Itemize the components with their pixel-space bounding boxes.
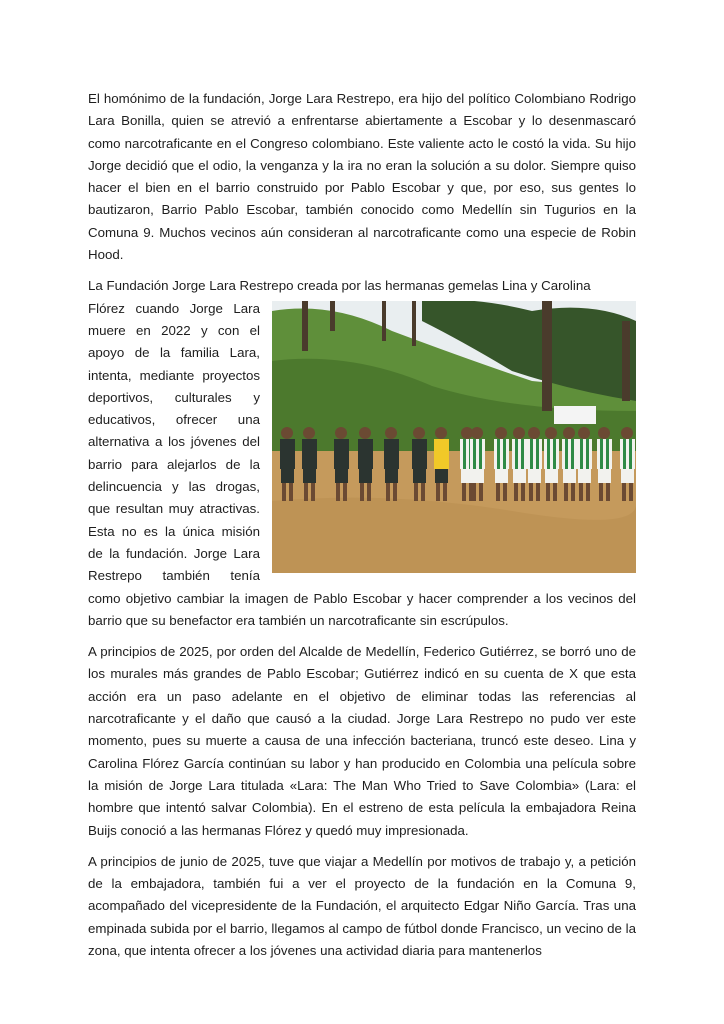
photo-player-leg (414, 483, 418, 501)
photo-player-shorts (471, 469, 484, 483)
photo-player-shirt (358, 439, 373, 469)
photo-player-head (528, 427, 540, 439)
photo-player-leg (599, 483, 603, 501)
photo-player-shirt (434, 439, 449, 469)
photo-player-shorts (578, 469, 591, 483)
paragraph-1: El homónimo de la fundación, Jorge Lara Restrepo, era hijo del político Colombiano Rodrigo Lara Bonilla, quien se atrevió a enfrentarse abiertamente a Escobar y lo desenmascaró como narcotraficante en el Congreso colombiano. Este valiente acto le costó la vida. Su hijo Jorge decidió que el odio, la venganza y la ira no eran la solución a su dolor. Siempre quiso hacer el bien en el barrio construido por Pablo Escobar y que, por eso, sus gentes lo bautizaron, Barrio Pablo Escobar, también conocido como Medellín sin Tugurios en la Comuna 9. Muchos vecinos aún consideran al narcotraficante como una especie de Robin Hood. (88, 91, 636, 263)
photo-player-leg (579, 483, 583, 501)
photo-player-leg (386, 483, 390, 501)
photo-player-leg (436, 483, 440, 501)
photo-tree-trunk (412, 301, 416, 346)
photo-player-stripe (521, 439, 524, 469)
photo-player-shorts (335, 469, 348, 483)
photo-player-shirt (512, 439, 527, 469)
photo-player-leg (503, 483, 507, 501)
photo-player-leg (289, 483, 293, 501)
photo-player-leg (343, 483, 347, 501)
paragraph-2-rest: Flórez cuando Jorge Lara muere en 2022 y con el apoyo de la familia Lara, intenta, mediante proyectos deportivos, culturales y educativos, ofrecer una alternativa a los jóvenes del barrio para alejarlos de la delincuencia y las drogas, que resultan muy atractivas. Esta no es la única misión de la fundación. Jorge Lara Restrepo también tenía como objetivo cambiar la imagen de Pablo Escobar y hacer comprender a los vecinos del barrio que su benefactor era también un narcotraficante sin escrúpulos. (88, 300, 636, 628)
paragraph-2 (88, 275, 636, 632)
photo-player-leg (479, 483, 483, 501)
photo-canvas (272, 301, 636, 573)
photo-tree-trunk (382, 301, 386, 341)
photo-player-stripe (553, 439, 556, 469)
photo-player-stripe (515, 439, 518, 469)
photo-player-stripe (571, 439, 574, 469)
photo-player-shorts (413, 469, 426, 483)
photo-player-leg (571, 483, 575, 501)
photo-player-leg (421, 483, 425, 501)
photo-player-stripe (497, 439, 500, 469)
photo-player-stripe (629, 439, 632, 469)
photo-player-shorts (528, 469, 541, 483)
photo-player-head (598, 427, 610, 439)
photo-player-leg (521, 483, 525, 501)
photo-tree-trunk (302, 301, 308, 351)
photo-player-stripe (536, 439, 539, 469)
photo-player-stripe (606, 439, 609, 469)
photo-player-shirt (544, 439, 559, 469)
photo-player-head (471, 427, 483, 439)
photo-player-head (621, 427, 633, 439)
photo-player-stripe (623, 439, 626, 469)
photo-player-leg (304, 483, 308, 501)
photo-player-head (303, 427, 315, 439)
photo-player-shorts (359, 469, 372, 483)
photo-player-leg (472, 483, 476, 501)
photo-tree-trunk (542, 301, 552, 411)
photo-player-shirt (302, 439, 317, 469)
photo-player-leg (336, 483, 340, 501)
photo-player-leg (622, 483, 626, 501)
photo-player-leg (546, 483, 550, 501)
photo-player-head (563, 427, 575, 439)
photo-player-shirt (412, 439, 427, 469)
photo-player-head (385, 427, 397, 439)
photo-player-shirt (494, 439, 509, 469)
photo-player-leg (606, 483, 610, 501)
photo-player-shorts (545, 469, 558, 483)
photo-tree-trunk (330, 301, 335, 331)
photo-player-stripe (586, 439, 589, 469)
photo-player-leg (529, 483, 533, 501)
paragraph-2-first-line: La Fundación Jorge Lara Restrepo creada por las hermanas gemelas Lina y Carolina (88, 278, 591, 294)
photo-player-leg (553, 483, 557, 501)
photo-player-shorts (598, 469, 611, 483)
photo-player-shorts (385, 469, 398, 483)
photo-player-shirt (620, 439, 635, 469)
football-team-photo (272, 301, 636, 573)
photo-player-leg (462, 483, 466, 501)
photo-player-stripe (503, 439, 506, 469)
photo-player-leg (514, 483, 518, 501)
photo-player-leg (367, 483, 371, 501)
photo-player-stripe (530, 439, 533, 469)
photo-player-leg (586, 483, 590, 501)
photo-player-shorts (621, 469, 634, 483)
photo-player-shorts (281, 469, 294, 483)
photo-player-leg (496, 483, 500, 501)
photo-player-head (545, 427, 557, 439)
photo-player-stripe (547, 439, 550, 469)
photo-player-shirt (334, 439, 349, 469)
photo-player-shorts (303, 469, 316, 483)
photo-player-shorts (563, 469, 576, 483)
photo-player-head (435, 427, 447, 439)
photo-player-leg (311, 483, 315, 501)
paragraph-3: A principios de 2025, por orden del Alcalde de Medellín, Federico Gutiérrez, se borró uno de los murales más grandes de Pablo Escobar; Gutiérrez indicó en su cuenta de X que esta acción era un paso adelante en el objetivo de eliminar todas las referencias al narcotraficante y el daño que causó a la ciudad. Jorge Lara Restrepo no pudo ver este momento, pues su muerte a causa de una infección bacteriana, truncó este deseo. Lina y Carolina Flórez García continúan su labor y han producido en Colombia una película sobre la misión de Jorge Lara titulada «Lara: The Man Who Tried to Save Colombia» (Lara: el hombre que intentó salvar Colombia). En el estreno de esta película la embajadora Reina Buijs conoció a las hermanas Flórez y quedó muy impresionada. (88, 644, 636, 838)
photo-player-shirt (562, 439, 577, 469)
photo-player-shirt (470, 439, 485, 469)
photo-player-head (513, 427, 525, 439)
photo-player-shirt (384, 439, 399, 469)
photo-player-shirt (280, 439, 295, 469)
photo-player-head (495, 427, 507, 439)
photo-player-stripe (600, 439, 603, 469)
photo-player-shirt (527, 439, 542, 469)
photo-player-head (578, 427, 590, 439)
document-page (88, 88, 636, 971)
photo-player-leg (564, 483, 568, 501)
photo-player-stripe (463, 439, 466, 469)
photo-player-stripe (565, 439, 568, 469)
photo-player-stripe (580, 439, 583, 469)
photo-player-shorts (513, 469, 526, 483)
photo-player-shirt (577, 439, 592, 469)
photo-player-head (281, 427, 293, 439)
photo-player-leg (360, 483, 364, 501)
photo-player-stripe (473, 439, 476, 469)
paragraph-4: A principios de junio de 2025, tuve que viajar a Medellín por motivos de trabajo y, a petición de la embajadora, también fui a ver el proyecto de la fundación en la Comuna 9, acompañado del vicepresidente de la Fundación, el arquitecto Edgar Niño García. Tras una empinada subida por el barrio, llegamos al campo de fútbol donde Francisco, un vecino de la zona, que intenta ofrecer a los jóvenes una actividad diaria para mantenerlos (88, 853, 636, 958)
photo-banner (554, 406, 596, 424)
photo-player-leg (393, 483, 397, 501)
photo-player-shorts (495, 469, 508, 483)
photo-player-leg (443, 483, 447, 501)
photo-player-leg (536, 483, 540, 501)
photo-player-stripe (479, 439, 482, 469)
photo-player-leg (629, 483, 633, 501)
photo-tree-trunk (622, 321, 630, 401)
photo-player-head (335, 427, 347, 439)
photo-player-shirt (597, 439, 612, 469)
photo-player-head (413, 427, 425, 439)
photo-player-leg (282, 483, 286, 501)
photo-player-shorts (435, 469, 448, 483)
photo-player-head (359, 427, 371, 439)
